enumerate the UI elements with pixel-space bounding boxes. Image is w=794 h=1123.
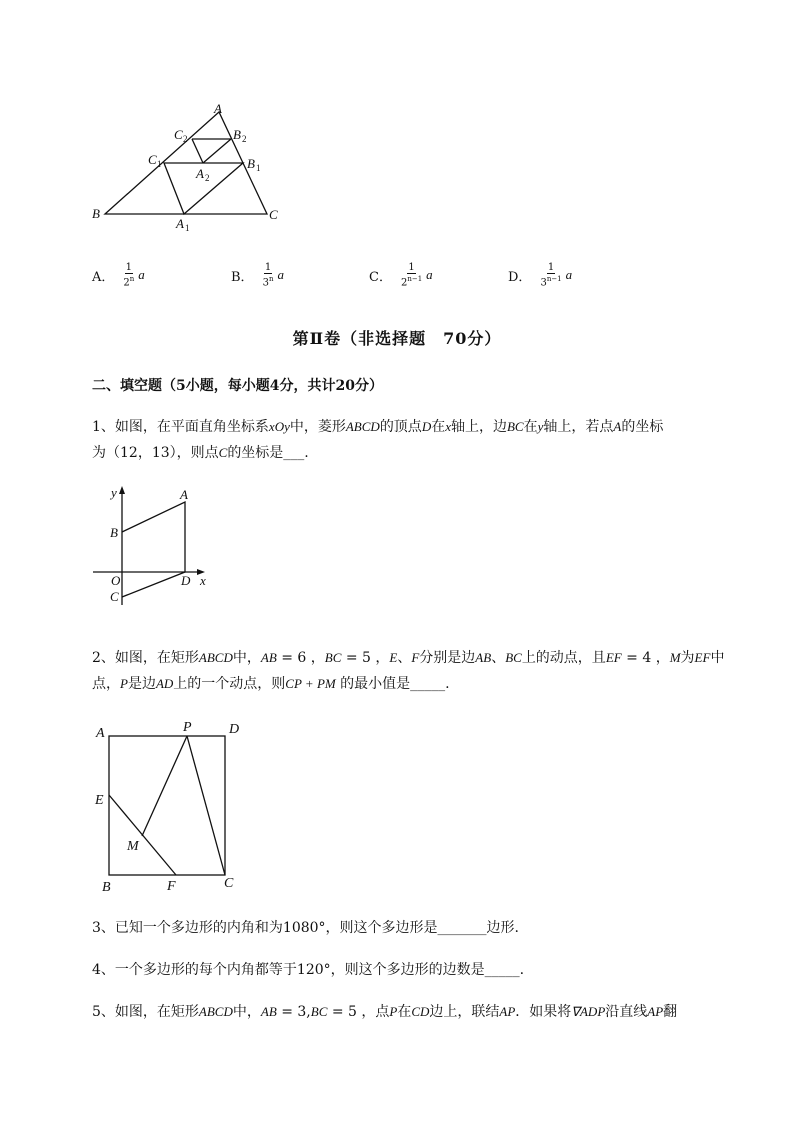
label-o: O <box>111 573 121 588</box>
section-title: 第Ⅱ卷（非选择题 70分） <box>292 329 502 348</box>
label-d: D <box>181 573 191 588</box>
label-b2-sub: 2 <box>242 134 247 144</box>
option-a-variable: a <box>138 267 145 283</box>
label-c1-sub: 1 <box>157 159 162 169</box>
label-c: C <box>110 589 119 604</box>
question-5-line-1: 5、如图，在矩形ABCD中，AB = 3,BC = 5 ，点P在CD边上，联结AP．如果将∇ADP沿直线AP翻 <box>92 1004 678 1020</box>
label-c: C <box>269 207 278 222</box>
option-d-variable: a <box>565 267 573 283</box>
label-a1-sub: 1 <box>185 223 190 232</box>
option-c-fraction <box>400 262 423 288</box>
label-b1-sub: 1 <box>256 163 261 173</box>
label-b: B <box>110 525 118 540</box>
question-4: 4、一个多边形的每个内角都等于120°，则这个多边形的边数是_____. <box>92 962 525 978</box>
label-c: C <box>224 876 234 891</box>
rhombus-abcd <box>122 502 185 597</box>
part-title: 二、填空题（5小题，每小题4分，共计20分） <box>92 378 383 394</box>
option-a[interactable] <box>92 262 145 288</box>
option-a-label: A． <box>92 269 115 285</box>
label-c2-sub: 2 <box>183 134 188 144</box>
option-d-fraction <box>539 262 562 288</box>
label-c2: C <box>174 127 183 142</box>
option-d-denominator: $3^{n-1}$ <box>540 275 562 289</box>
segment-pm <box>142 736 187 836</box>
question-1-line-2: 为（12，13），则点C的坐标是___. <box>92 445 309 461</box>
label-d: D <box>229 722 240 737</box>
label-e: E <box>95 793 104 808</box>
label-y: y <box>111 485 117 500</box>
answer-options <box>92 262 732 298</box>
label-a2-sub: 2 <box>205 173 210 183</box>
label-a2: A <box>196 166 204 181</box>
option-b-label: B． <box>231 269 254 285</box>
question-2-line-2: 点，P是边AD上的一个动点，则CP + PM 的最小值是_____. <box>92 676 450 692</box>
option-b-denominator: 3$^n$ <box>262 275 274 289</box>
question-2 <box>92 645 738 697</box>
option-b-variable: a <box>277 267 284 283</box>
option-b[interactable] <box>231 262 284 288</box>
label-p: P <box>183 720 192 735</box>
question-2-line-1: 2、如图，在矩形ABCD中，AB = 6 ，BC = 5 ，E、F分别是边AB、BC上的动点，且EF = 4 ，M为EF中 <box>92 650 725 666</box>
label-m: M <box>127 839 139 854</box>
option-b-numerator: 1 <box>264 262 272 273</box>
question-1 <box>92 414 738 466</box>
label-f: F <box>167 879 176 894</box>
label-b: B <box>92 206 100 221</box>
option-a-denominator: 2$^n$ <box>123 275 135 289</box>
label-b: B <box>102 880 111 894</box>
label-a: A <box>180 487 188 502</box>
segment-pc <box>187 736 225 875</box>
option-d-label: D． <box>508 269 532 285</box>
option-c-label: C． <box>369 269 392 285</box>
label-a1: A <box>176 216 184 231</box>
label-b2: B <box>233 127 241 142</box>
option-a-numerator: 1 <box>125 262 133 273</box>
question-5 <box>92 999 738 1025</box>
option-b-fraction <box>262 262 275 288</box>
nested-triangles-figure <box>88 100 288 232</box>
option-a-fraction <box>122 262 135 288</box>
segment-c2a2 <box>192 139 203 163</box>
label-c1: C <box>148 152 157 167</box>
label-a: A <box>96 726 105 741</box>
rhombus-coordinate-figure <box>88 485 218 610</box>
option-d-numerator: 1 <box>547 262 555 273</box>
question-3: 3、已知一个多边形的内角和为1080°，则这个多边形是_______边形. <box>92 920 519 936</box>
question-1-line-1: 1、如图，在平面直角坐标系xOy中，菱形ABCD的顶点D在x轴上，边BC在y轴上，若点A的坐标 <box>92 419 664 435</box>
option-d[interactable] <box>508 262 572 288</box>
option-c-numerator: 1 <box>408 262 415 273</box>
label-b1: B <box>247 156 255 171</box>
label-x: x <box>200 573 206 588</box>
segment-a2b2 <box>203 139 231 163</box>
option-c-variable: a <box>426 267 433 283</box>
y-axis-arrow-icon <box>119 486 125 494</box>
rectangle-abcd <box>109 736 225 875</box>
option-c-denominator: $2^{n-1}$ <box>400 275 423 289</box>
label-a: A <box>214 101 222 116</box>
rectangle-abcd-figure <box>90 716 250 894</box>
option-c[interactable] <box>369 262 433 288</box>
